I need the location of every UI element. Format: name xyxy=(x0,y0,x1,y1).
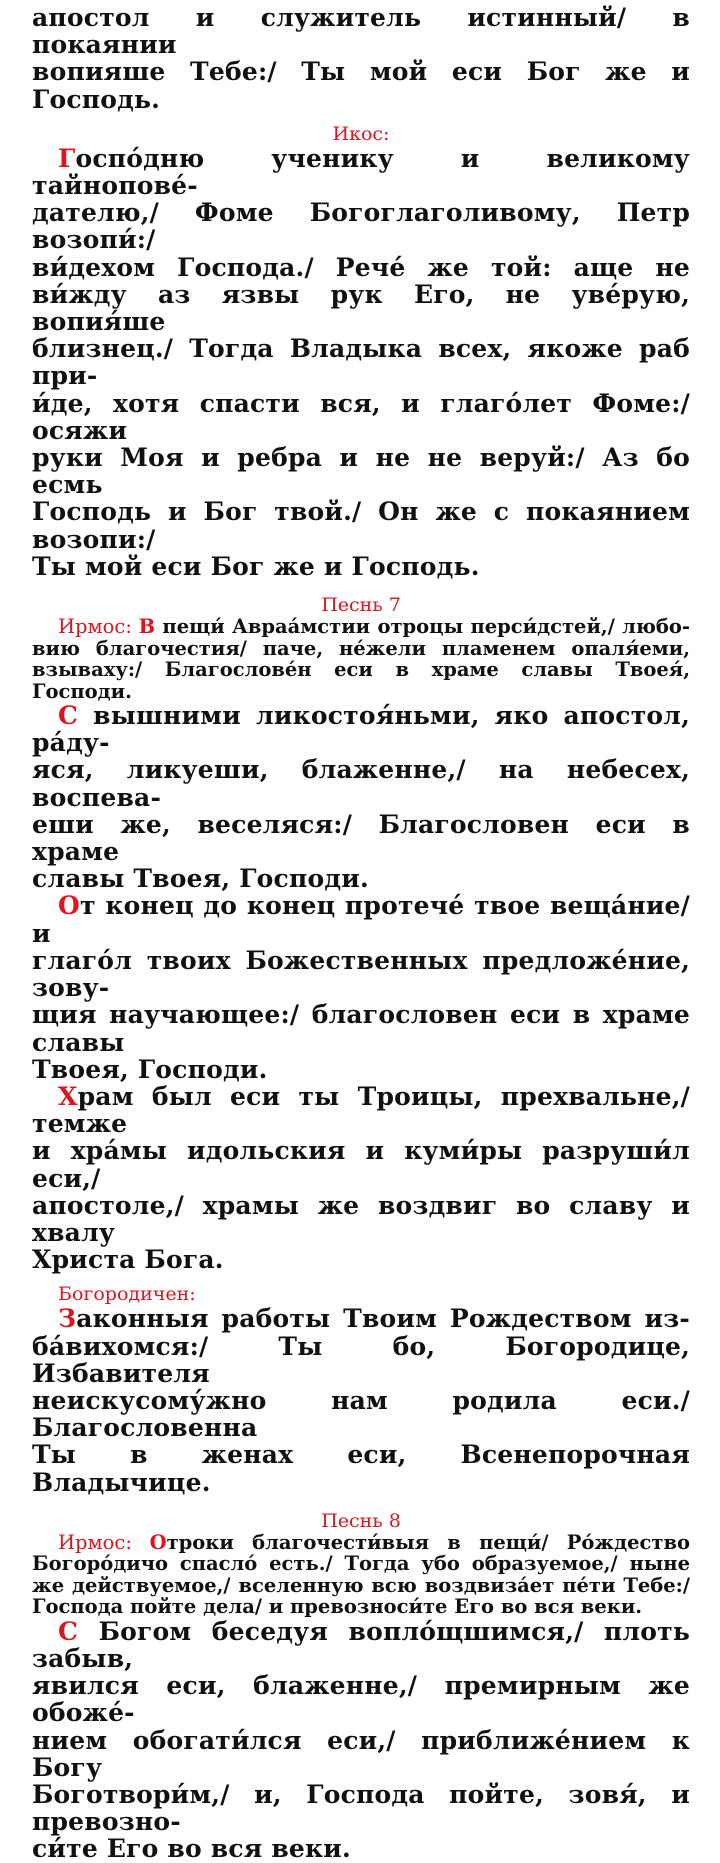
line-text: рам был еси ты Троицы, прехвальне,/ темже xyxy=(32,1081,690,1139)
text-line: глагóл твоих Божественных предложе́ние, зову- xyxy=(32,945,690,1003)
text-line: Богоро́дичо спасло́ есть./ Тогда убо образуемое,/ ныне xyxy=(32,1552,690,1576)
text-line: и хра́мы идольския и куми́ры разруши́л еси,/ xyxy=(32,1136,690,1193)
initial-letter: В xyxy=(138,615,156,639)
pesn8-irmos xyxy=(32,1532,690,1618)
ikos-heading: Икос: xyxy=(332,122,390,145)
text-line: Ты в женах еси, Всенепорочная Владычице. xyxy=(32,1440,690,1497)
initial-letter: З xyxy=(58,1304,77,1334)
text-line: Господа пойте дела/ и превозноси́те Его во вся веки. xyxy=(32,1595,643,1619)
text-line xyxy=(32,892,690,946)
text-line: си́те Его во вся веки. xyxy=(32,1834,351,1863)
troparion-1 xyxy=(32,702,690,892)
text-line: Господь и Бог твой./ Он же с покаянием возопи:/ xyxy=(32,497,690,554)
line-text: пещи́ Авраа́мстии отроцы перси́дстей,/ любо- xyxy=(155,615,691,639)
text-line xyxy=(32,702,690,756)
initial-letter: С xyxy=(58,701,79,731)
text-line: щия научающее:/ благословен еси в храме славы xyxy=(32,1000,690,1057)
troparion-3 xyxy=(32,1083,690,1273)
line-text: троки благочести́выя в пещи́/ Ро́ждество xyxy=(166,1530,690,1554)
line-text: вышними ликостоя́ньми, яко апостол, ра́ду- xyxy=(32,701,690,758)
text-line: вопияше Тебе:/ Ты мой еси Бог же и Господь. xyxy=(32,57,690,114)
text-line: явился еси, блаженне,/ премирным же обоже́- xyxy=(32,1671,690,1728)
initial-letter: С xyxy=(58,1616,79,1646)
pesn7-heading: Песнь 7 xyxy=(321,594,401,617)
line-text: оспóдню ученику и великому тайнопове́- xyxy=(32,143,690,201)
text-line: еши же, веселяся:/ Благословен еси в храме xyxy=(32,809,690,867)
text-line: же действуемое,/ вселенную всю воздвиза́ет пе́ти Тебе:/ xyxy=(32,1573,690,1597)
initial-letter: О xyxy=(149,1530,167,1554)
text-line xyxy=(32,1305,690,1332)
text-line xyxy=(32,145,690,199)
bogorodichen-passage xyxy=(32,1305,690,1495)
text-line xyxy=(32,616,690,638)
text-line: Боготвори́м,/ и, Господа пойте, зовя́, и превозно- xyxy=(32,1779,690,1837)
text-line: близнец./ Тогда Владыка всех, якоже раб при- xyxy=(32,334,690,391)
initial-letter: Х xyxy=(58,1081,78,1111)
text-line: Твоея, Господи. xyxy=(32,1054,268,1084)
top-passage xyxy=(32,4,690,113)
text-line xyxy=(32,1532,690,1554)
text-line: Ты мой еси Бог же и Господь. xyxy=(32,551,480,581)
line-text: Богом беседуя вопло́щшимся,/ плоть забыв, xyxy=(32,1616,690,1673)
text-line: дателю,/ Фоме Богоглаголивому, Петр возопи́:/ xyxy=(32,198,690,255)
irmos-label: Ирмос: xyxy=(58,1530,150,1554)
initial-letter: Г xyxy=(58,143,76,173)
text-line xyxy=(32,1618,690,1672)
text-line: неискусому́жно нам родила еси./ Благословенна xyxy=(32,1385,690,1443)
text-line: вию благочестия/ паче, не́жели пламенем опаля́еми, xyxy=(32,636,690,660)
initial-letter: О xyxy=(58,891,80,921)
text-line: яся, ликуеши, блаженне,/ на небесех, воспева- xyxy=(32,755,690,812)
pesn8-heading: Песнь 8 xyxy=(321,1509,401,1532)
text-line: апостол и служитель истинный/ в покаянии xyxy=(32,3,690,60)
text-line: нием обогати́лся еси,/ приближе́нием к Богу xyxy=(32,1725,690,1782)
text-line: руки Моя и ребра и не не веруй:/ Аз бо есмь xyxy=(32,443,690,500)
text-line: ба́вихомся:/ Ты бо, Богородице, Избавителя xyxy=(32,1331,690,1388)
text-line: и́де, хотя спасти вся, и глагóлет Фоме:/ осяжи xyxy=(32,388,690,445)
pesn7-irmos xyxy=(32,616,690,702)
line-text: аконныя работы Твоим Рождеством из- xyxy=(76,1304,690,1334)
pesn8-troparion xyxy=(32,1618,690,1863)
text-line: ви́жду аз язвы рук Его, не уве́рую, вопия́ше xyxy=(32,279,690,337)
bogorodichen-label: Богородичен: xyxy=(58,1283,196,1306)
text-line: ви́дехом Господа./ Рече́ же той: аще не xyxy=(32,252,690,282)
text-line: апостоле,/ храмы же воздвиг во славу и хвалу xyxy=(32,1190,690,1247)
troparion-2 xyxy=(32,892,690,1082)
text-line: Христа Бога. xyxy=(32,1245,224,1275)
text-line: взываху:/ Благослове́н еси в храме славы Твоея́, Господи. xyxy=(32,658,690,703)
text-line: славы Твоея, Господи. xyxy=(32,864,369,894)
irmos-label: Ирмос: xyxy=(58,615,139,639)
ikos-passage xyxy=(32,145,690,580)
line-text: т конец до конец протече́ твое веща́ние/ и xyxy=(32,891,690,948)
text-line xyxy=(32,1083,690,1137)
